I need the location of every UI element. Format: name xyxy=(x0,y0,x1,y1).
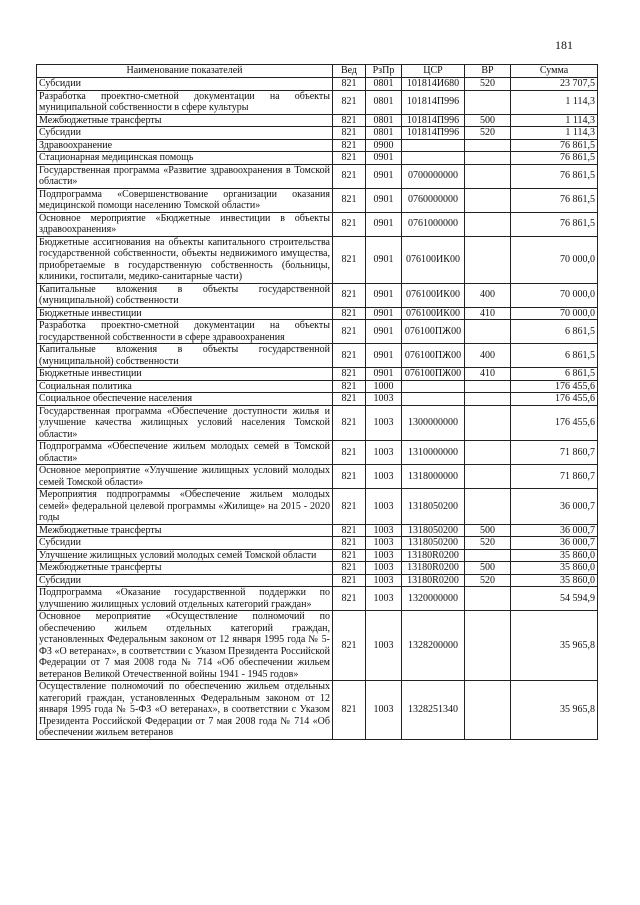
cell-csr xyxy=(402,380,465,393)
header-rzpr: РзПр xyxy=(366,65,402,78)
table-row xyxy=(37,441,598,465)
cell-name: Мероприятия подпрограммы «Обеспечение жильем молодых семей» федеральной целевой программы «Жилище» на 2015 - 2020 годы xyxy=(37,489,333,525)
table-row xyxy=(37,368,598,381)
cell-sum: 70 000,0 xyxy=(511,236,598,283)
table-body xyxy=(37,78,598,740)
cell-sum: 76 861,5 xyxy=(511,139,598,152)
cell-rzpr: 0901 xyxy=(366,368,402,381)
cell-sum: 76 861,5 xyxy=(511,152,598,165)
table-row xyxy=(37,127,598,140)
cell-sum: 76 861,5 xyxy=(511,212,598,236)
cell-name: Межбюджетные трансферты xyxy=(37,524,333,537)
cell-csr: 0760000000 xyxy=(402,188,465,212)
cell-sum: 70 000,0 xyxy=(511,307,598,320)
cell-csr: 1310000000 xyxy=(402,441,465,465)
cell-csr: 076100ПЖ00 xyxy=(402,320,465,344)
cell-ved: 821 xyxy=(333,681,366,740)
cell-rzpr: 1003 xyxy=(366,441,402,465)
cell-rzpr: 0901 xyxy=(366,307,402,320)
cell-rzpr: 0901 xyxy=(366,152,402,165)
cell-vr: 520 xyxy=(465,537,511,550)
cell-rzpr: 0801 xyxy=(366,90,402,114)
cell-sum: 6 861,5 xyxy=(511,320,598,344)
cell-csr: 076100ПЖ00 xyxy=(402,344,465,368)
table-header-row xyxy=(37,65,598,78)
cell-csr: 1328200000 xyxy=(402,611,465,681)
cell-rzpr: 1003 xyxy=(366,489,402,525)
cell-sum: 1 114,3 xyxy=(511,90,598,114)
cell-vr: 520 xyxy=(465,78,511,91)
cell-ved: 821 xyxy=(333,405,366,441)
cell-vr: 410 xyxy=(465,307,511,320)
cell-vr: 520 xyxy=(465,574,511,587)
cell-rzpr: 1000 xyxy=(366,380,402,393)
cell-sum: 76 861,5 xyxy=(511,164,598,188)
cell-rzpr: 1003 xyxy=(366,524,402,537)
cell-vr xyxy=(465,320,511,344)
table-row xyxy=(37,465,598,489)
table-row xyxy=(37,681,598,740)
cell-ved: 821 xyxy=(333,574,366,587)
header-vr: ВР xyxy=(465,65,511,78)
cell-vr xyxy=(465,393,511,406)
cell-sum: 1 114,3 xyxy=(511,114,598,127)
header-sum: Сумма xyxy=(511,65,598,78)
table-row xyxy=(37,139,598,152)
cell-rzpr: 0900 xyxy=(366,139,402,152)
cell-ved: 821 xyxy=(333,368,366,381)
cell-sum: 23 707,5 xyxy=(511,78,598,91)
cell-name: Субсидии xyxy=(37,574,333,587)
cell-csr: 101814П996 xyxy=(402,127,465,140)
cell-vr xyxy=(465,587,511,611)
table-row xyxy=(37,188,598,212)
cell-vr: 410 xyxy=(465,368,511,381)
cell-name: Субсидии xyxy=(37,127,333,140)
cell-ved: 821 xyxy=(333,127,366,140)
cell-csr: 0700000000 xyxy=(402,164,465,188)
cell-name: Субсидии xyxy=(37,537,333,550)
cell-rzpr: 0901 xyxy=(366,344,402,368)
cell-name: Подпрограмма «Обеспечение жильем молодых семей в Томской области» xyxy=(37,441,333,465)
cell-sum: 35 965,8 xyxy=(511,611,598,681)
cell-sum: 35 860,0 xyxy=(511,549,598,562)
cell-sum: 76 861,5 xyxy=(511,188,598,212)
table-row xyxy=(37,212,598,236)
cell-name: Межбюджетные трансферты xyxy=(37,562,333,575)
table-row xyxy=(37,549,598,562)
cell-ved: 821 xyxy=(333,537,366,550)
cell-csr: 1318050200 xyxy=(402,489,465,525)
cell-name: Межбюджетные трансферты xyxy=(37,114,333,127)
cell-sum: 71 860,7 xyxy=(511,441,598,465)
cell-rzpr: 0901 xyxy=(366,236,402,283)
cell-ved: 821 xyxy=(333,188,366,212)
table-row xyxy=(37,380,598,393)
header-name: Наименование показателей xyxy=(37,65,333,78)
table-row xyxy=(37,307,598,320)
table-row xyxy=(37,236,598,283)
cell-vr xyxy=(465,441,511,465)
cell-vr: 500 xyxy=(465,114,511,127)
cell-csr: 076100ИК00 xyxy=(402,307,465,320)
table-row xyxy=(37,562,598,575)
cell-sum: 35 860,0 xyxy=(511,574,598,587)
cell-ved: 821 xyxy=(333,393,366,406)
cell-rzpr: 1003 xyxy=(366,562,402,575)
cell-sum: 176 455,6 xyxy=(511,380,598,393)
cell-sum: 71 860,7 xyxy=(511,465,598,489)
cell-ved: 821 xyxy=(333,441,366,465)
cell-name: Осуществление полномочий по обеспечению жильем отдельных категорий граждан, установленных Федеральным законом от 12 января 1995 года № 5-ФЗ «О ветеранах», в соответствии с Указом Президента Российской Федерации от 7 мая 2008 года № 714 «Об обеспечении жильем ветеранов xyxy=(37,681,333,740)
cell-ved: 821 xyxy=(333,380,366,393)
cell-sum: 54 594,9 xyxy=(511,587,598,611)
cell-name: Бюджетные инвестиции xyxy=(37,307,333,320)
cell-rzpr: 0901 xyxy=(366,212,402,236)
cell-ved: 821 xyxy=(333,549,366,562)
cell-vr xyxy=(465,236,511,283)
cell-name: Разработка проектно-сметной документации на объекты муниципальной собственности в сфере культуры xyxy=(37,90,333,114)
cell-vr xyxy=(465,611,511,681)
cell-vr xyxy=(465,681,511,740)
cell-sum: 176 455,6 xyxy=(511,405,598,441)
table-row xyxy=(37,344,598,368)
cell-rzpr: 0901 xyxy=(366,164,402,188)
cell-vr xyxy=(465,489,511,525)
cell-vr: 400 xyxy=(465,283,511,307)
cell-csr: 101814П996 xyxy=(402,90,465,114)
cell-csr: 1318050200 xyxy=(402,537,465,550)
cell-name: Капитальные вложения в объекты государственной (муниципальной) собственности xyxy=(37,344,333,368)
budget-table xyxy=(36,64,598,740)
cell-csr xyxy=(402,393,465,406)
cell-ved: 821 xyxy=(333,611,366,681)
cell-ved: 821 xyxy=(333,587,366,611)
cell-csr: 13180R0200 xyxy=(402,574,465,587)
cell-sum: 176 455,6 xyxy=(511,393,598,406)
cell-vr xyxy=(465,405,511,441)
table-row xyxy=(37,574,598,587)
cell-name: Социальная политика xyxy=(37,380,333,393)
cell-rzpr: 1003 xyxy=(366,393,402,406)
cell-ved: 821 xyxy=(333,489,366,525)
cell-sum: 70 000,0 xyxy=(511,283,598,307)
table-row xyxy=(37,587,598,611)
cell-ved: 821 xyxy=(333,114,366,127)
page-number: 181 xyxy=(555,38,573,52)
cell-rzpr: 1003 xyxy=(366,405,402,441)
cell-vr xyxy=(465,164,511,188)
cell-sum: 36 000,7 xyxy=(511,524,598,537)
cell-vr xyxy=(465,549,511,562)
cell-name: Основное мероприятие «Улучшение жилищных условий молодых семей Томской области» xyxy=(37,465,333,489)
cell-csr: 13180R0200 xyxy=(402,562,465,575)
cell-name: Государственная программа «Обеспечение доступности жилья и улучшение качества жилищных условий населения Томской области» xyxy=(37,405,333,441)
cell-name: Государственная программа «Развитие здравоохранения в Томской области» xyxy=(37,164,333,188)
cell-ved: 821 xyxy=(333,465,366,489)
cell-name: Капитальные вложения в объекты государственной (муниципальной) собственности xyxy=(37,283,333,307)
cell-vr xyxy=(465,188,511,212)
cell-ved: 821 xyxy=(333,90,366,114)
cell-ved: 821 xyxy=(333,562,366,575)
cell-ved: 821 xyxy=(333,164,366,188)
cell-csr: 076100ПЖ00 xyxy=(402,368,465,381)
cell-name: Основное мероприятие «Осуществление полномочий по обеспечению жильем отдельных категорий граждан, установленных Федеральным законом от 12 января 1995 года № 5-ФЗ «О ветеранах», в соответствии с Указом Президента Российской Федерации от 7 мая 2008 года № 714 «Об обеспечении жильем ветеранов Великой Отечественной войны 1941 - 1945 годов» xyxy=(37,611,333,681)
cell-rzpr: 1003 xyxy=(366,587,402,611)
cell-vr xyxy=(465,139,511,152)
table-row xyxy=(37,405,598,441)
cell-sum: 36 000,7 xyxy=(511,489,598,525)
cell-vr xyxy=(465,380,511,393)
table-row xyxy=(37,283,598,307)
table-row xyxy=(37,152,598,165)
cell-ved: 821 xyxy=(333,212,366,236)
cell-sum: 35 860,0 xyxy=(511,562,598,575)
table-row xyxy=(37,524,598,537)
table-row xyxy=(37,537,598,550)
cell-name: Бюджетные ассигнования на объекты капитального строительства государственной собственности, объекты недвижимого имущества, приобретаемые в государственную собственность (больницы, клиники, госпитали, медико-санитарные части) xyxy=(37,236,333,283)
table-row xyxy=(37,90,598,114)
cell-ved: 821 xyxy=(333,524,366,537)
table-row xyxy=(37,78,598,91)
cell-name: Улучшение жилищных условий молодых семей Томской области xyxy=(37,549,333,562)
cell-name: Подпрограмма «Оказание государственной поддержки по улучшению жилищных условий отдельных категорий граждан» xyxy=(37,587,333,611)
cell-csr xyxy=(402,139,465,152)
cell-csr: 1320000000 xyxy=(402,587,465,611)
cell-vr xyxy=(465,212,511,236)
cell-ved: 821 xyxy=(333,139,366,152)
cell-csr: 1318050200 xyxy=(402,524,465,537)
cell-vr: 500 xyxy=(465,524,511,537)
cell-csr: 076100ИК00 xyxy=(402,283,465,307)
cell-csr: 1328251340 xyxy=(402,681,465,740)
table-row xyxy=(37,611,598,681)
cell-rzpr: 1003 xyxy=(366,574,402,587)
cell-vr: 400 xyxy=(465,344,511,368)
cell-csr: 076100ИК00 xyxy=(402,236,465,283)
cell-name: Разработка проектно-сметной документации на объекты государственной собственности в сфере здравоохранения xyxy=(37,320,333,344)
cell-name: Подпрограмма «Совершенствование организации оказания медицинской помощи населению Томской области» xyxy=(37,188,333,212)
cell-name: Основное мероприятие «Бюджетные инвестиции в объекты здравоохранения» xyxy=(37,212,333,236)
cell-csr: 101814П996 xyxy=(402,114,465,127)
cell-rzpr: 0901 xyxy=(366,283,402,307)
cell-rzpr: 0801 xyxy=(366,114,402,127)
cell-ved: 821 xyxy=(333,344,366,368)
cell-ved: 821 xyxy=(333,152,366,165)
cell-name: Стационарная медицинская помощь xyxy=(37,152,333,165)
cell-rzpr: 1003 xyxy=(366,681,402,740)
cell-csr: 13180R0200 xyxy=(402,549,465,562)
cell-rzpr: 1003 xyxy=(366,611,402,681)
cell-ved: 821 xyxy=(333,307,366,320)
cell-vr: 520 xyxy=(465,127,511,140)
cell-rzpr: 1003 xyxy=(366,549,402,562)
cell-rzpr: 1003 xyxy=(366,537,402,550)
cell-csr: 0761000000 xyxy=(402,212,465,236)
cell-vr xyxy=(465,152,511,165)
cell-vr xyxy=(465,465,511,489)
cell-rzpr: 1003 xyxy=(366,465,402,489)
cell-name: Социальное обеспечение населения xyxy=(37,393,333,406)
cell-sum: 1 114,3 xyxy=(511,127,598,140)
table-row xyxy=(37,164,598,188)
cell-name: Субсидии xyxy=(37,78,333,91)
table-row xyxy=(37,489,598,525)
cell-ved: 821 xyxy=(333,320,366,344)
cell-sum: 36 000,7 xyxy=(511,537,598,550)
cell-sum: 6 861,5 xyxy=(511,368,598,381)
cell-vr: 500 xyxy=(465,562,511,575)
cell-csr xyxy=(402,152,465,165)
cell-csr: 1300000000 xyxy=(402,405,465,441)
cell-name: Бюджетные инвестиции xyxy=(37,368,333,381)
cell-rzpr: 0901 xyxy=(366,320,402,344)
table-row xyxy=(37,320,598,344)
cell-vr xyxy=(465,90,511,114)
cell-sum: 6 861,5 xyxy=(511,344,598,368)
table-row xyxy=(37,393,598,406)
cell-rzpr: 0801 xyxy=(366,78,402,91)
cell-rzpr: 0801 xyxy=(366,127,402,140)
cell-ved: 821 xyxy=(333,78,366,91)
cell-csr: 1318000000 xyxy=(402,465,465,489)
cell-ved: 821 xyxy=(333,283,366,307)
header-ved: Вед xyxy=(333,65,366,78)
cell-name: Здравоохранение xyxy=(37,139,333,152)
header-csr: ЦСР xyxy=(402,65,465,78)
cell-rzpr: 0901 xyxy=(366,188,402,212)
table-row xyxy=(37,114,598,127)
cell-csr: 101814И680 xyxy=(402,78,465,91)
cell-sum: 35 965,8 xyxy=(511,681,598,740)
cell-ved: 821 xyxy=(333,236,366,283)
